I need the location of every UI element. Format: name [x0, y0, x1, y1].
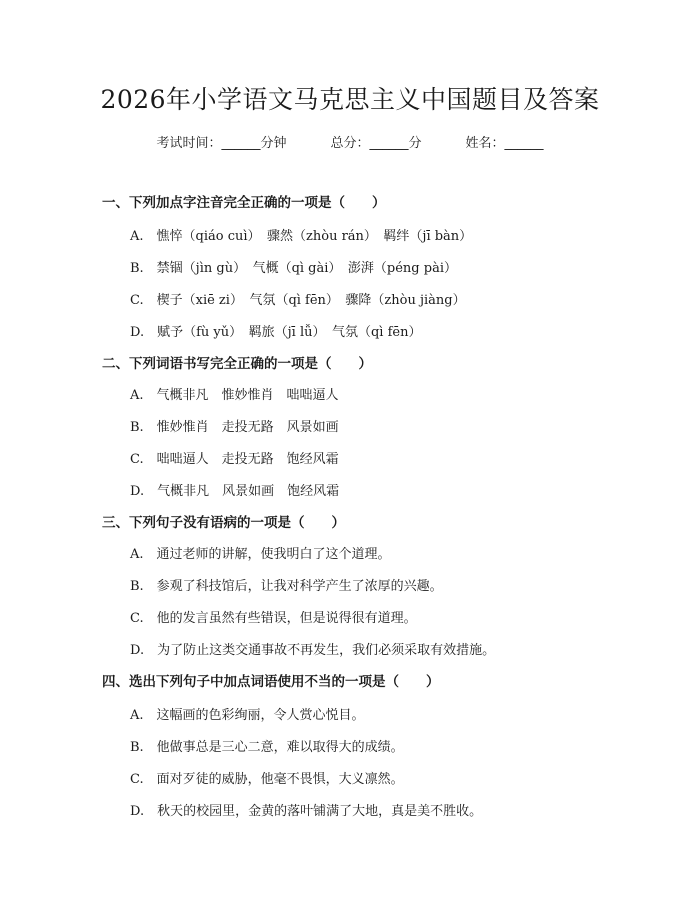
question-1-option-c: C. 楔子（xiē zi） 气氛（qì fēn） 骤降（zhòu jiàng） — [130, 293, 466, 308]
question-4-stem: 四、选出下列句子中加点词语使用不当的一项是（ ） — [102, 674, 440, 690]
exam-time-field: 考试时间：______分钟 — [156, 136, 287, 151]
question-1-option-a: A. 憔悴（qiáo cuì） 骤然（zhòu rán） 羁绊（jī bàn） — [130, 229, 473, 244]
question-2-option-a: A. 气概非凡 惟妙惟肖 咄咄逼人 — [130, 388, 339, 403]
question-3-option-b: B. 参观了科技馆后，让我对科学产生了浓厚的兴趣。 — [130, 579, 443, 594]
question-4-option-d: D. 秋天的校园里，金黄的落叶铺满了大地，真是美不胜收。 — [130, 804, 483, 819]
question-4-option-b: B. 他做事总是三心二意，难以取得大的成绩。 — [130, 740, 404, 755]
student-name-field: 姓名：______ — [465, 136, 544, 151]
question-3-option-d: D. 为了防止这类交通事故不再发生，我们必须采取有效措施。 — [130, 643, 496, 658]
exam-info-line — [0, 132, 700, 151]
question-1-stem: 一、下列加点字注音完全正确的一项是（ ） — [102, 195, 386, 211]
question-2-option-d: D. 气概非凡 风景如画 饱经风霜 — [130, 484, 340, 499]
question-3-option-a: A. 通过老师的讲解，使我明白了这个道理。 — [130, 547, 391, 562]
question-1-option-d: D. 赋予（fù yǔ） 羁旅（jī lǚ） 气氛（qì fēn） — [130, 325, 422, 340]
question-2-stem: 二、下列词语书写完全正确的一项是（ ） — [102, 356, 372, 372]
question-1-option-b: B. 禁锢（jìn gù） 气概（qì gài） 澎湃（péng pài） — [130, 261, 457, 276]
question-3-option-c: C. 他的发言虽然有些错误，但是说得很有道理。 — [130, 611, 417, 626]
question-3-stem: 三、下列句子没有语病的一项是（ ） — [102, 515, 345, 531]
question-4-option-c: C. 面对歹徒的威胁，他毫不畏惧，大义凛然。 — [130, 772, 404, 787]
question-4-option-a: A. 这幅画的色彩绚丽，令人赏心悦目。 — [130, 708, 365, 723]
page-title: 2026年小学语文马克思主义中国题目及答案 — [100, 85, 600, 114]
total-score-field: 总分：______分 — [330, 136, 422, 151]
question-2-option-c: C. 咄咄逼人 走投无路 饱经风霜 — [130, 452, 339, 467]
question-2-option-b: B. 惟妙惟肖 走投无路 风景如画 — [130, 420, 339, 435]
